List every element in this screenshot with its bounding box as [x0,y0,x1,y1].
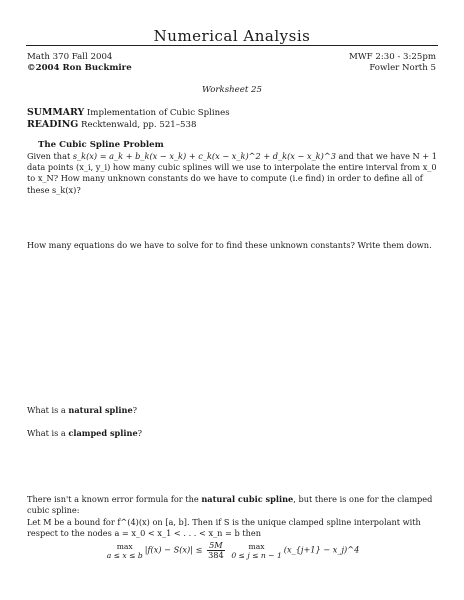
inequality-rhs: (x_{j+1} − x_j)^4 [283,544,360,555]
reading-line [27,119,230,131]
max-operator-x [107,542,143,560]
max-range-j: 0 ≤ j ≤ n − 1 [231,551,282,560]
p3-suffix: , but there is one for the clamped cubic spline: [27,494,433,516]
spline-formula: s_k(x) = a_k + b_k(x − x_k) + c_k(x − x_k)^2 + d_k(x − x_k)^3 [72,151,336,161]
summary-text: Implementation of Cubic Splines [86,108,230,118]
course-label: Math 370 Fall 2004 [27,52,113,62]
problem-text-a: Given that [27,151,73,161]
location-label: Fowler North 5 [369,63,436,73]
max-range-x: a ≤ x ≤ b [106,551,143,560]
summary-line [27,107,230,119]
worksheet-number: Worksheet 25 [202,85,262,95]
p3-prefix: There isn't a known error formula for the [27,494,202,504]
title-rule [26,45,438,46]
inequality-lhs: |f(x) − S(x)| ≤ [144,544,203,555]
max-label: max [116,542,133,551]
schedule-label: MWF 2:30 - 3:25pm [349,52,436,62]
fraction-denominator: 384 [208,550,224,560]
q1-suffix: ? [132,405,138,415]
q2-prefix: What is a [27,428,69,438]
fraction-numerator: 5M [207,541,225,551]
error-inequality [0,541,464,560]
page-title: Numerical Analysis [153,27,311,45]
equations-question: How many equations do we have to solve for to find these unknown constants? Write them down. [27,240,432,250]
fraction-5m-384 [207,541,225,560]
max-label: max [248,542,265,551]
natural-cubic-spline-term: natural cubic spline [201,494,294,504]
problem-text-b: and that we have N + 1 data points (x_i, y_i) how many cubic splines will we use to interpolate the entire interval from x_0 to x_N? How many unknown constants do we have to compute (i.e find) in order to define all of these s_k(x)? [27,151,437,195]
reading-text: Recktenwald, pp. 521–538 [81,120,197,130]
q2-suffix: ? [137,428,143,438]
natural-spline-term: natural spline [68,405,133,415]
max-operator-j [231,542,281,560]
reading-label: READING [27,119,79,130]
summary-label: SUMMARY [27,107,85,118]
section-heading: The Cubic Spline Problem [38,140,164,150]
clamped-spline-term: clamped spline [68,428,138,438]
q1-prefix: What is a [27,405,69,415]
copyright-label: ©2004 Ron Buckmire [27,63,132,73]
header-left [27,52,132,74]
bound-paragraph: Let M be a bound for f^(4)(x) on [a, b]. Then if S is the unique clamped spline interpolant with respect to the nodes a = x_0 < x_1 < . . . < x_n = b then [27,517,421,539]
natural-spline-question [27,405,439,416]
clamped-spline-question [27,428,439,439]
header-right [349,52,436,74]
problem-paragraph [27,151,439,196]
error-formula-paragraph [27,494,439,516]
summary-block [27,107,230,131]
